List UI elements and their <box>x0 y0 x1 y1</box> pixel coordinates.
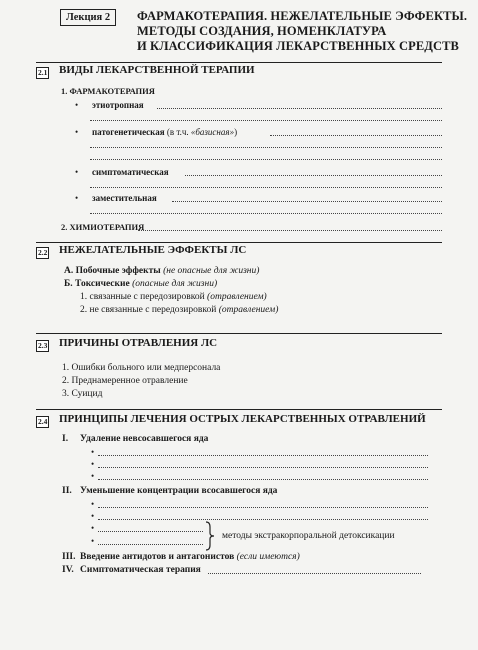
page-title <box>137 9 468 54</box>
item-overdose: 1. связанные с передозировкой (отравлением) <box>80 292 267 302</box>
principle-symptomatic: Симптоматическая терапия <box>80 565 201 575</box>
fill-line[interactable] <box>90 119 442 121</box>
section-number: 2.4 <box>38 417 48 426</box>
subheading-pharmacotherapy: 1. ФАРМАКОТЕРАПИЯ <box>61 86 155 96</box>
section-2-1-header <box>36 62 442 77</box>
roman-numeral: I. <box>62 434 69 444</box>
section-number: 2.2 <box>38 248 48 257</box>
section-2-2-header <box>36 242 442 257</box>
detox-note: методы экстракорпоральной детоксикации <box>222 531 395 541</box>
curly-brace-icon <box>205 521 215 551</box>
bullet-icon: • <box>91 511 95 521</box>
bullet-icon: • <box>75 167 79 177</box>
list-item: 1. Ошибки больного или медперсонала <box>62 363 221 373</box>
bullet-icon: • <box>91 499 95 509</box>
fill-line[interactable] <box>90 186 442 188</box>
roman-numeral: III. <box>62 552 76 562</box>
fill-line[interactable] <box>98 530 203 532</box>
roman-numeral: IV. <box>62 565 74 575</box>
item-no-overdose: 2. не связанные с передозировкой (отравлением) <box>80 305 279 315</box>
roman-numeral: II. <box>62 486 72 496</box>
title-line-2: МЕТОДЫ СОЗДАНИЯ, НОМЕНКЛАТУРА <box>137 24 387 38</box>
fill-line[interactable] <box>98 478 428 480</box>
bullet-icon: • <box>75 193 79 203</box>
section-title: ВИДЫ ЛЕКАРСТВЕННОЙ ТЕРАПИИ <box>59 64 255 76</box>
fill-line[interactable] <box>98 466 428 468</box>
section-2-3-header <box>36 333 442 350</box>
item-substitution: заместительная <box>92 193 157 203</box>
title-line-1: ФАРМАКОТЕРАПИЯ. НЕЖЕЛАТЕЛЬНЫЕ ЭФФЕКТЫ. <box>137 9 468 23</box>
fill-line[interactable] <box>90 212 442 214</box>
fill-line[interactable] <box>270 134 442 136</box>
bullet-icon: • <box>91 459 95 469</box>
list-item: 2. Преднамеренное отравление <box>62 376 188 386</box>
title-line-3: И КЛАССИФИКАЦИЯ ЛЕКАРСТВЕННЫХ СРЕДСТВ <box>137 39 459 53</box>
principle-concentration: Уменьшение концентрации всосавшегося яда <box>80 486 278 496</box>
fill-line[interactable] <box>90 146 442 148</box>
fill-line[interactable] <box>185 174 442 176</box>
section-title: ПРИНЦИПЫ ЛЕЧЕНИЯ ОСТРЫХ ЛЕКАРСТВЕННЫХ ОТРАВЛЕНИЙ <box>59 413 426 425</box>
list-item: 3. Суицид <box>62 389 103 399</box>
item-pathogenetic: патогенетическая (в т.ч. «базисная») <box>92 127 238 137</box>
fill-line[interactable] <box>138 229 442 231</box>
bullet-icon: • <box>75 100 79 110</box>
section-number: 2.1 <box>38 68 48 77</box>
bullet-icon: • <box>91 536 95 546</box>
fill-line[interactable] <box>98 543 203 545</box>
principle-removal: Удаление невсосавшегося яда <box>80 434 209 444</box>
bullet-icon: • <box>91 447 95 457</box>
fill-line[interactable] <box>98 518 428 520</box>
lecture-label: Лекция 2 <box>60 9 116 26</box>
item-etiotropic: этиотропная <box>92 100 144 110</box>
item-symptomatic: симптоматическая <box>92 167 169 177</box>
bullet-icon: • <box>91 523 95 533</box>
bullet-icon: • <box>91 471 95 481</box>
fill-line[interactable] <box>90 158 442 160</box>
fill-line[interactable] <box>98 454 428 456</box>
fill-line[interactable] <box>157 107 442 109</box>
section-2-4-header <box>36 409 442 426</box>
fill-line[interactable] <box>98 506 428 508</box>
fill-line[interactable] <box>172 200 442 202</box>
subheading-chemotherapy: 2. ХИМИОТЕРАПИЯ <box>61 222 145 232</box>
fill-line[interactable] <box>208 572 421 574</box>
item-side-effects: А. Побочные эффекты (не опасные для жизни) <box>64 266 260 276</box>
section-number: 2.3 <box>38 341 48 350</box>
bullet-icon: • <box>75 127 79 137</box>
principle-antidotes: Введение антидотов и антагонистов (если имеются) <box>80 552 300 562</box>
item-toxic: Б. Токсические (опасные для жизни) <box>64 279 218 289</box>
section-title: НЕЖЕЛАТЕЛЬНЫЕ ЭФФЕКТЫ ЛС <box>59 244 247 256</box>
section-title: ПРИЧИНЫ ОТРАВЛЕНИЯ ЛС <box>59 337 218 349</box>
